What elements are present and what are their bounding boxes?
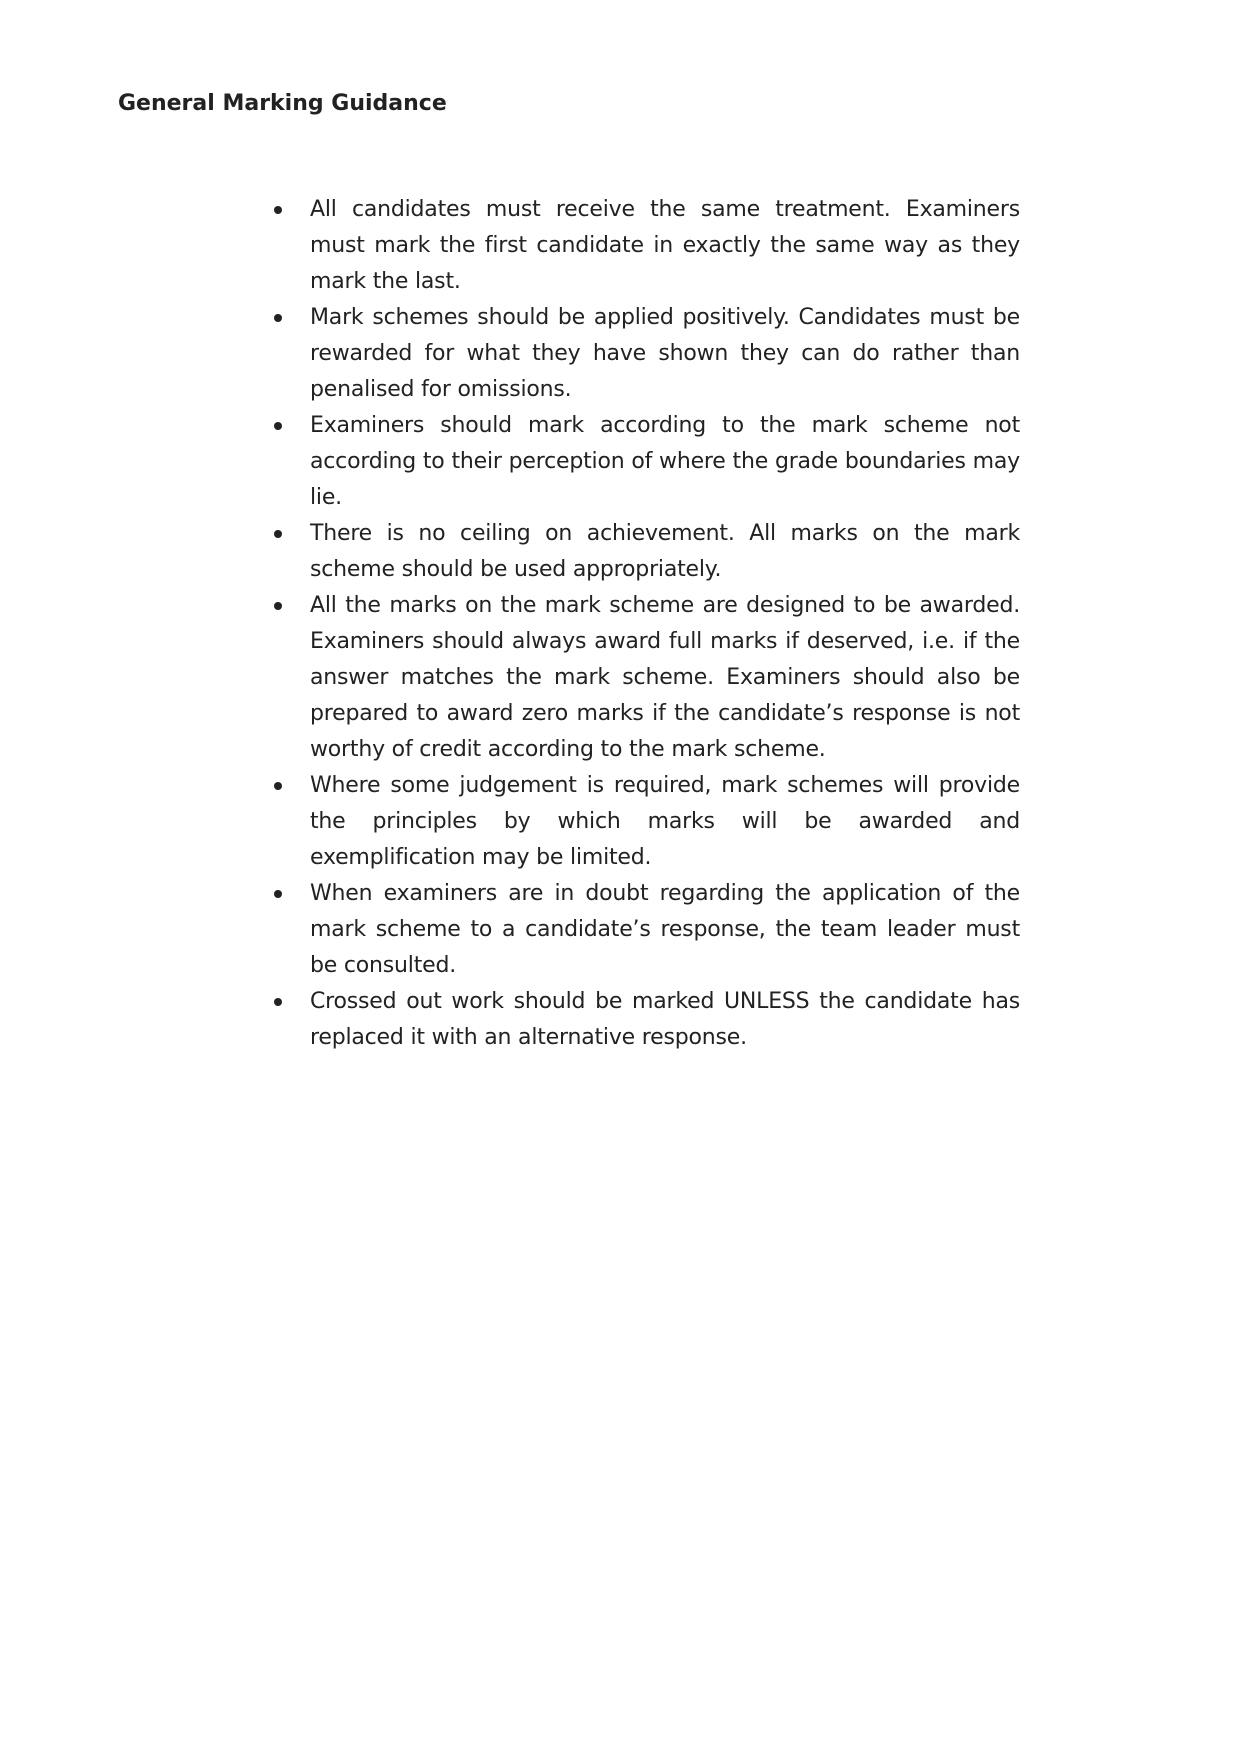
list-item xyxy=(270,300,1020,408)
list-item xyxy=(270,408,1020,516)
bullet-icon xyxy=(274,314,282,322)
list-item xyxy=(270,192,1020,300)
list-item-text: Mark schemes should be applied positively. Candidates must be rewarded for what they have shown they can do rather than penalised for omissions. xyxy=(310,305,1020,402)
bullet-icon xyxy=(274,782,282,790)
list-item-text: All candidates must receive the same treatment. Examiners must mark the first candidate in exactly the same way as they mark the last. xyxy=(310,197,1020,294)
list-item xyxy=(270,588,1020,768)
list-item-text: Examiners should mark according to the mark scheme not according to their perception of where the grade boundaries may lie. xyxy=(310,413,1020,510)
list-item-text: There is no ceiling on achievement. All marks on the mark scheme should be used appropriately. xyxy=(310,521,1020,582)
list-item xyxy=(270,516,1020,588)
list-item-text: Where some judgement is required, mark schemes will provide the principles by which marks will be awarded and exemplification may be limited. xyxy=(310,773,1020,870)
bullet-icon xyxy=(274,998,282,1006)
list-item xyxy=(270,876,1020,984)
list-item-text: Crossed out work should be marked UNLESS the candidate has replaced it with an alternative response. xyxy=(310,989,1020,1050)
guidance-list xyxy=(270,192,1020,1056)
list-item xyxy=(270,984,1020,1056)
page-title: General Marking Guidance xyxy=(118,91,447,116)
list-item xyxy=(270,768,1020,876)
bullet-icon xyxy=(274,890,282,898)
bullet-icon xyxy=(274,422,282,430)
bullet-icon xyxy=(274,602,282,610)
bullet-icon xyxy=(274,206,282,214)
list-item-text: All the marks on the mark scheme are designed to be awarded. Examiners should always award full marks if deserved, i.e. if the answer matches the mark scheme. Examiners should also be prepared to award zero marks if the candidate’s response is not worthy of credit according to the mark scheme. xyxy=(310,593,1020,762)
bullet-icon xyxy=(274,530,282,538)
list-item-text: When examiners are in doubt regarding the application of the mark scheme to a candidate’s response, the team leader must be consulted. xyxy=(310,881,1020,978)
